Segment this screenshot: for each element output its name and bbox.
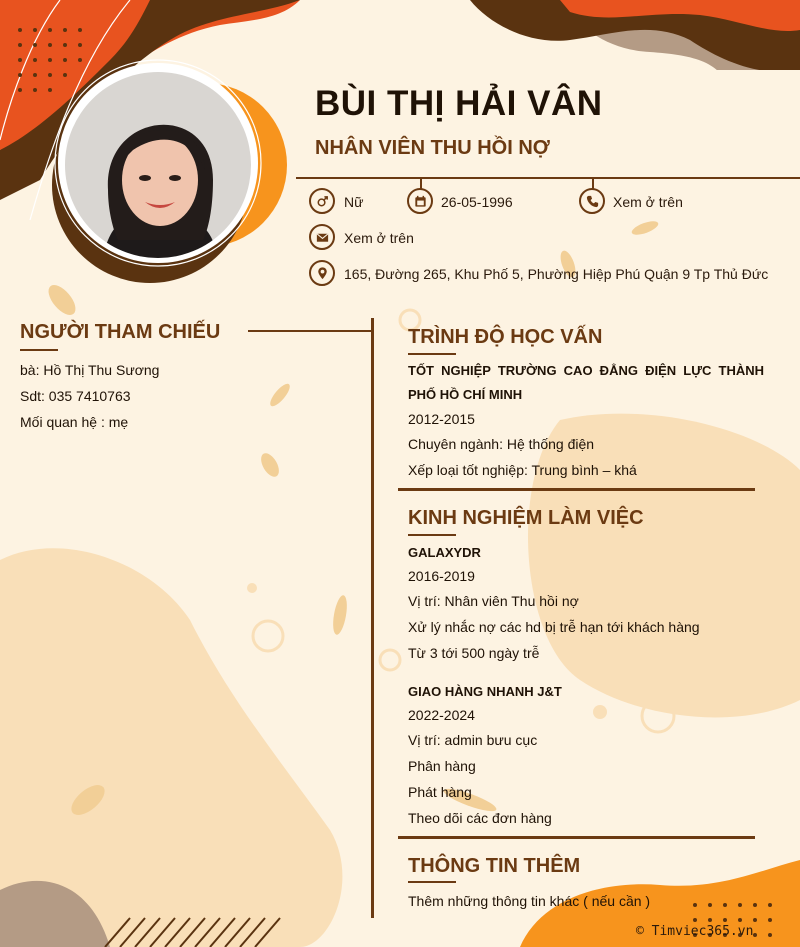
school-name-cont: PHỐ HỒ CHÍ MINH	[408, 387, 523, 402]
job-years: 2022-2024	[408, 707, 475, 723]
gender-value: Nữ	[344, 194, 364, 210]
company-name: GALAXYDR	[408, 545, 481, 560]
section-divider	[398, 836, 755, 839]
address-value: 165, Đường 265, Khu Phố 5, Phường Hiệp Phú Quận 9 Tp Thủ Đức	[344, 266, 769, 282]
phone-value: Xem ở trên	[613, 194, 683, 210]
school-name: TỐT NGHIỆP TRƯỜNG CAO ĐẲNG ĐIỆN LỰC THÀNH	[408, 363, 764, 378]
experience-heading: KINH NGHIỆM LÀM VIỆC	[408, 507, 644, 529]
email-value: Xem ở trên	[344, 230, 414, 246]
company-name: GIAO HÀNG NHANH J&T	[408, 684, 562, 699]
section-divider	[398, 488, 755, 491]
header-divider	[296, 177, 800, 179]
job-detail: Xử lý nhắc nợ các hd bị trễ hạn tới khách hàng	[408, 619, 700, 635]
additional-text: Thêm những thông tin khác ( nếu cần )	[408, 893, 651, 909]
candidate-name: BÙI THỊ HẢI VÂN	[315, 84, 603, 123]
watermark: © Timviec365.vn	[636, 924, 754, 939]
reference-line: Sdt: 035 7410763	[20, 388, 131, 404]
birthday-value: 26-05-1996	[441, 194, 513, 210]
gender-icon	[309, 188, 335, 214]
job-years: 2016-2019	[408, 568, 475, 584]
education-years: 2012-2015	[408, 411, 475, 427]
education-major: Chuyên ngành: Hệ thống điện	[408, 436, 595, 452]
education-grade: Xếp loại tốt nghiệp: Trung bình – khá	[408, 462, 637, 478]
column-divider	[371, 318, 374, 918]
additional-heading: THÔNG TIN THÊM	[408, 855, 581, 877]
education-heading: TRÌNH ĐỘ HỌC VẤN	[408, 326, 603, 348]
reference-line: bà: Hồ Thị Thu Sương	[20, 362, 160, 378]
job-title: NHÂN VIÊN THU HỒI NỢ	[315, 137, 550, 159]
job-detail: Vị trí: Nhân viên Thu hồi nợ	[408, 593, 579, 609]
job-detail: Phát hàng	[408, 784, 472, 800]
job-detail: Theo dõi các đơn hàng	[408, 810, 552, 826]
heading-underline	[20, 349, 58, 351]
reference-line: Mối quan hệ : mẹ	[20, 414, 129, 430]
location-pin-icon	[309, 260, 335, 286]
reference-heading: NGƯỜI THAM CHIẾU	[20, 321, 221, 343]
heading-underline	[408, 881, 456, 883]
job-detail: Vị trí: admin bưu cục	[408, 732, 538, 748]
phone-icon	[579, 188, 605, 214]
profile-photo	[63, 70, 253, 260]
job-detail: Phân hàng	[408, 758, 476, 774]
calendar-icon	[407, 188, 433, 214]
heading-underline	[408, 353, 456, 355]
heading-underline	[408, 534, 456, 536]
job-detail: Từ 3 tới 500 ngày trễ	[408, 645, 540, 661]
envelope-icon	[309, 224, 335, 250]
heading-connector	[248, 330, 372, 332]
